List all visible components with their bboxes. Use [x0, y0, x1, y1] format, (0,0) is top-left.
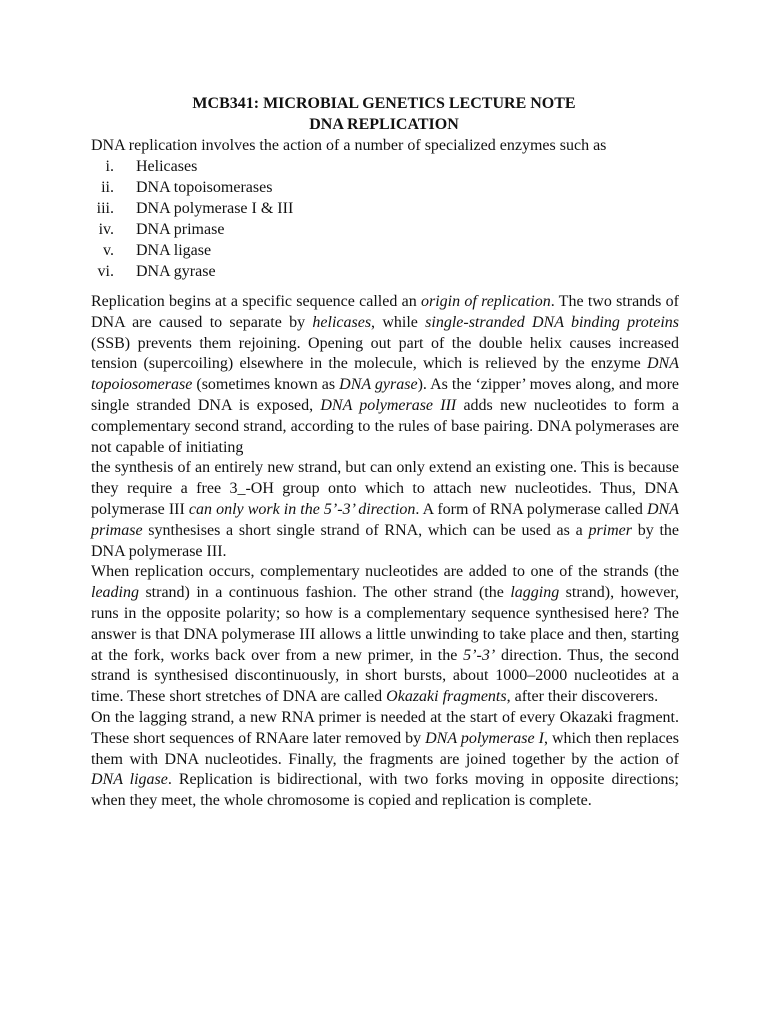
paragraph-origin [91, 292, 679, 458]
term-topoisomerase: DNA topoiosomerase [91, 355, 679, 394]
term-direction: can only work in the 5’-3’ direction [188, 500, 416, 518]
list-text: DNA polymerase I & III [136, 200, 294, 217]
term-gyrase: DNA gyrase [339, 376, 418, 394]
text-run: ). As the ‘zipper’ moves along, and more single stranded DNA is exposed, [91, 376, 679, 414]
list-item [0, 241, 768, 262]
term-5-3: 5’-3’ [463, 646, 496, 664]
term-ssb: single-stranded DNA binding proteins [425, 313, 679, 331]
text-run: When replication occurs, complementary nucleotides are added to one of the strands (the [91, 563, 679, 581]
list-number: ii. [101, 179, 114, 196]
text-run: strand), however, runs in the opposite polarity; so how is a complementary sequence synthesised here? The answer is that DNA polymerase III allows a little unwinding to take place and then, starting at the fork, works back over from a new primer, in the [91, 584, 680, 664]
list-item [0, 178, 768, 199]
term-primase: DNA primase [91, 500, 679, 539]
text-run: . Replication is bidirectional, with two forks moving in opposite directions; when they meet, the whole chromosome is copied and replication is complete. [91, 771, 679, 810]
term-leading: leading [91, 584, 139, 602]
list-number: vi. [97, 263, 114, 280]
list-item [0, 199, 768, 220]
text-run: On the lagging strand, a new RNA primer is needed at the start of every Okazaki fragment. These short sequences of RNAare later removed by [91, 708, 679, 747]
document-title: MCB341: MICROBIAL GENETICS LECTURE NOTE [192, 95, 576, 112]
text-run: synthesises a short single strand of RNA, which can be used as a [142, 521, 589, 539]
paragraph-lagging [91, 708, 679, 812]
text-run: Replication begins at a specific sequence called an [91, 293, 421, 310]
term-origin-of-replication: origin of replication [420, 293, 551, 310]
list-item [0, 220, 768, 241]
text-run: . A form of RNA polymerase called [415, 500, 647, 518]
text-run: adds new nucleotides to form a complementary second strand, according to the rules of base pairing. DNA polymerases are not capable of initiating [91, 396, 679, 456]
term-lagging: lagging [510, 584, 560, 602]
text-run: , while [371, 313, 426, 331]
list-number: v. [103, 242, 114, 259]
text-run: , after their discoverers. [506, 688, 659, 706]
list-text: DNA gyrase [136, 263, 216, 280]
text-run: (sometimes known as [192, 376, 340, 394]
text-run: , which then replaces them with DNA nucleotides. Finally, the fragments are joined together by the action of [91, 729, 679, 768]
list-number: i. [105, 158, 114, 175]
list-number: iii. [96, 200, 114, 217]
term-ligase: DNA ligase [91, 771, 168, 789]
enzyme-list [0, 157, 768, 283]
text-run: direction. Thus, the second strand is synthesised discontinuously, in short bursts, about 1000–2000 nucleotides at a time. These short stretches of DNA are called [91, 646, 679, 706]
term-okazaki: Okazaki fragments [386, 688, 507, 706]
list-text: DNA primase [136, 221, 225, 238]
text-run: the synthesis of an entirely new strand, but can only extend an existing one. This is because they require a free 3_-OH group onto which to attach new nucleotides. Thus, DNA polymerase III [91, 459, 679, 518]
text-run: (SSB) prevents them rejoining. Opening out part of the double helix causes increased tension (supercoiling) elsewhere in the molecule, which is relieved by the enzyme [91, 334, 679, 373]
paragraph-primase [91, 458, 679, 562]
list-number: iv. [98, 221, 114, 238]
term-helicases: helicases [312, 313, 372, 331]
intro-sentence: DNA replication involves the action of a number of specialized enzymes such as [91, 137, 607, 154]
term-polymerase-i: DNA polymerase I [425, 729, 544, 747]
document-subtitle: DNA REPLICATION [309, 116, 459, 133]
paragraph-strands [91, 562, 679, 708]
term-primer: primer [588, 521, 632, 539]
list-text: DNA ligase [136, 242, 212, 259]
list-item [0, 262, 768, 283]
text-run: . The two strands of DNA are caused to separate by [91, 293, 680, 331]
text-run: by the DNA polymerase III. [91, 521, 679, 560]
body-text [91, 292, 679, 812]
term-polymerase-iii: DNA polymerase III [320, 396, 457, 414]
list-item [0, 157, 768, 178]
list-text: Helicases [136, 158, 198, 175]
text-run: strand) in a continuous fashion. The other strand (the [139, 584, 511, 602]
list-text: DNA topoisomerases [136, 179, 273, 196]
